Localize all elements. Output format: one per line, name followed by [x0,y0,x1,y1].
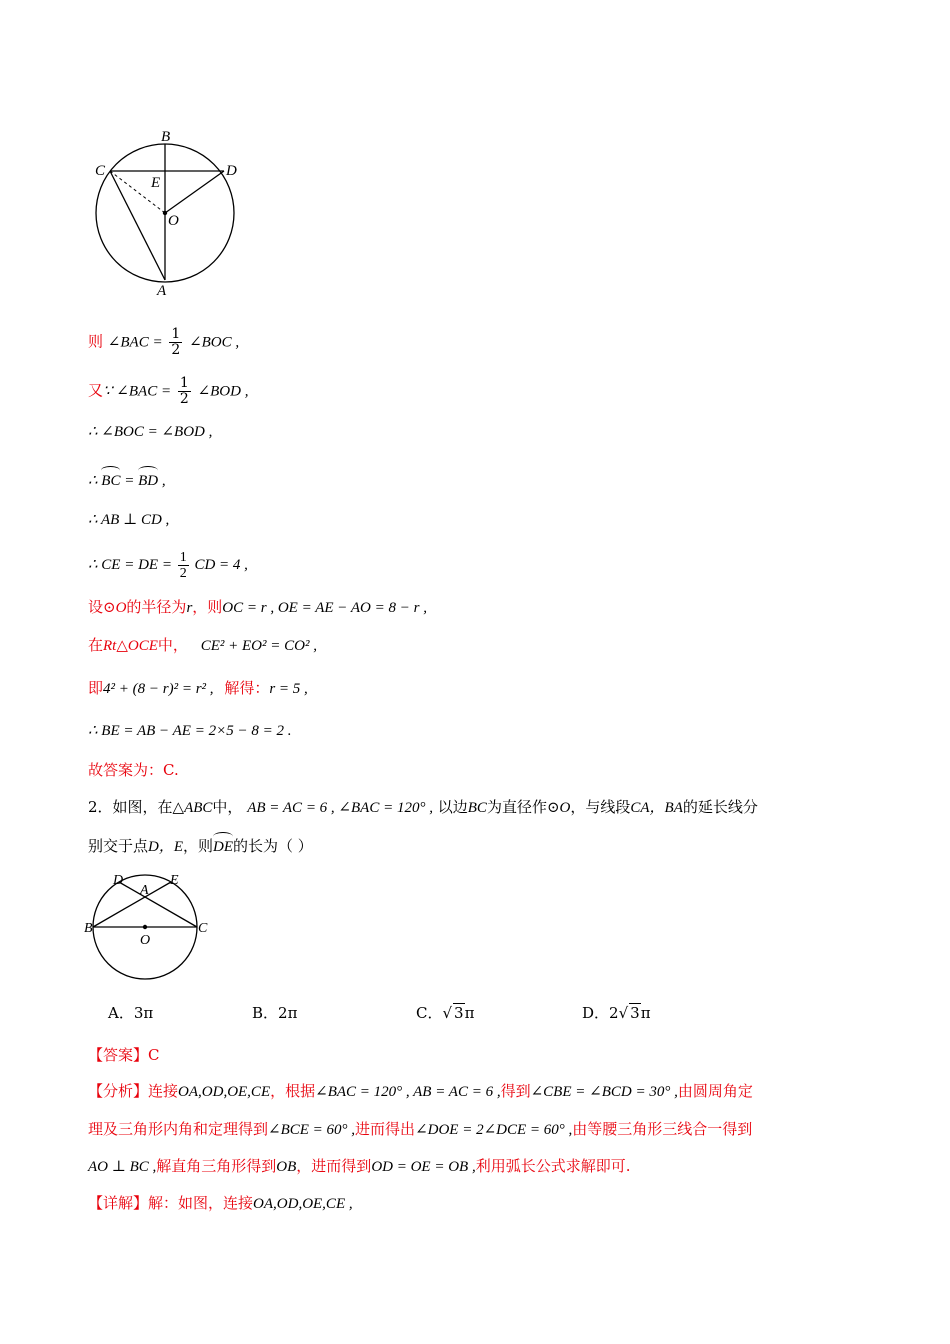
label-B: B [161,129,171,145]
label-A: A [140,883,149,898]
label-O: O [168,213,179,229]
arc-bc: BC [101,466,120,492]
fraction-half: $\frac{1}{2}$ [171,326,181,358]
analysis-line-2: 理及三角形内角和定理得到∠BCE = 60° ,进而得出∠DOE = 2∠DCE = 60° ,由等腰三角形三线合一得到 [88,1120,753,1138]
solution-line-9: 即4² + (8 − r)² = r² , 解得：r = 5 , [88,679,308,697]
label-O: O [140,933,151,948]
option-c[interactable]: C．√ 3π [416,1004,475,1022]
label-D: D [226,163,237,179]
fraction-half: $\frac{1}{2}$ [179,550,187,581]
analysis-line-3: AO ⊥ BC ,解直角三角形得到OB，进而得到OD = OE = OB ,利用弧长公式求解即可. [88,1157,631,1175]
label-E: E [151,175,161,191]
solution-line-3: ∴ ∠BOC = ∠BOD , [88,424,213,440]
solution-line-7: 设⊙O的半径为r，则OC = r , OE = AE − AO = 8 − r , [88,598,427,616]
option-b[interactable]: B．2π [252,1004,298,1022]
solution-line-8: 在Rt△OCE中， CE² + EO² = CO² , [88,636,317,654]
arc-de: DE [213,832,233,858]
solution-line-4: ∴ BC = BD , [88,466,166,492]
fraction-half: $\frac{1}{2}$ [179,375,189,407]
solution-line-2: 又∵ ∠BAC = $\frac{1}{2}$ ∠BOD , [88,375,249,407]
solution-line-6: ∴ CE = DE = $\frac{1}{2}$ CD = 4 , [88,550,248,581]
label-C: C [95,163,106,179]
question-2-line-1: 2．如图，在△ABC中， AB = AC = 6 , ∠BAC = 120° , 以边BC为直径作⊙O，与线段CA，BA的延长线分 [88,798,758,816]
option-d[interactable]: D．2√ 3π [582,1004,651,1022]
solution-line-1: 则 ∠BAC = $\frac{1}{2}$ ∠BOC , [88,326,240,358]
analysis-line-1: 【分析】连接OA,OD,OE,CE，根据∠BAC = 120° , AB = AC = 6 ,得到∠CBE = ∠BCD = 30° ,由圆周角定 [88,1082,753,1100]
solution-line-10: ∴ BE = AB − AE = 2×5 − 8 = 2 . [88,723,292,739]
label-A: A [157,283,167,299]
label-C: C [198,921,208,936]
figure-triangle-circle [84,870,214,980]
arc-bd: BD [138,466,158,492]
label-B: B [84,921,93,936]
question-2-line-2: 别交于点D，E，则DE的长为（ ） [88,832,313,858]
detail-line: 【详解】解：如图，连接OA,OD,OE,CE , [88,1194,353,1212]
solution-conclusion: 故答案为：C. [88,761,179,779]
label-D: D [113,873,124,888]
label-E: E [170,873,179,888]
solution-line-5: ∴ AB ⊥ CD , [88,512,170,528]
answer-line: 【答案】C [88,1046,160,1064]
option-a[interactable]: A．3π [108,1004,154,1022]
figure-circle-chord [88,125,248,300]
